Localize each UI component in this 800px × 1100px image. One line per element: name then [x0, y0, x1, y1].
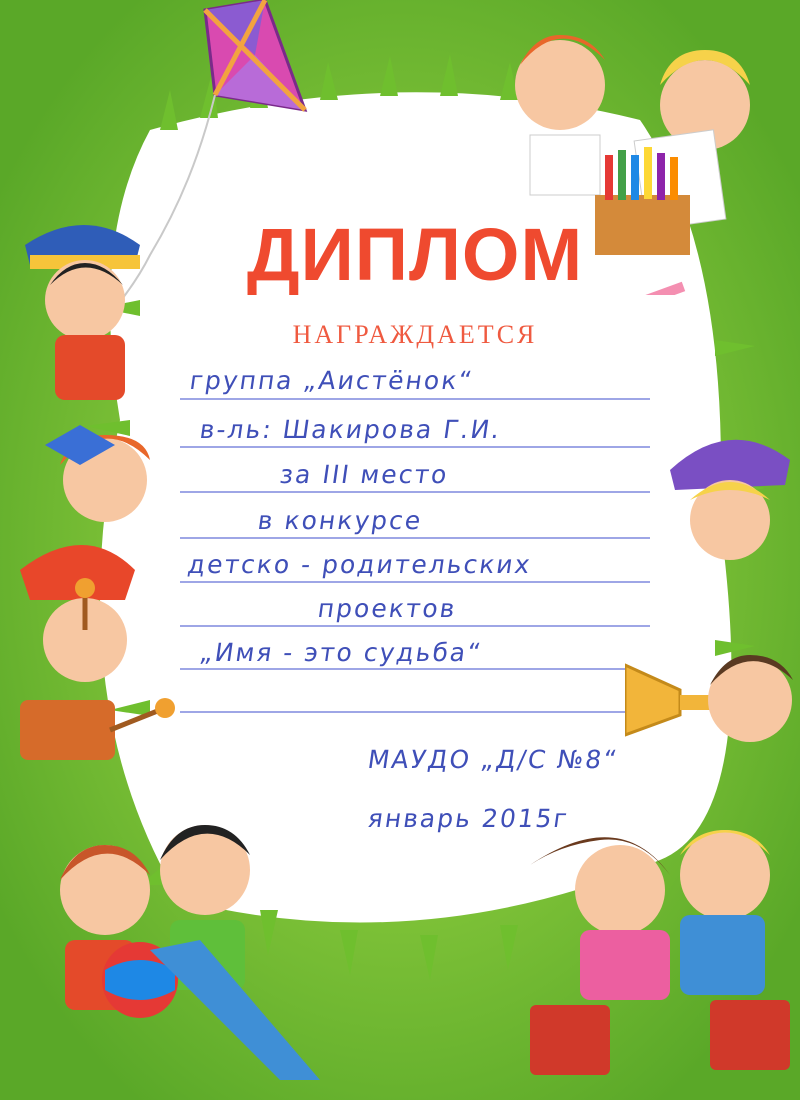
boy-with-drum-illustration	[15, 530, 175, 770]
awarded-label: НАГРАЖДАЕТСЯ	[292, 320, 538, 349]
rule-line	[180, 625, 650, 627]
rule-line	[180, 491, 650, 493]
boy-with-kite-illustration	[15, 205, 175, 405]
group-name-text: группа „Аистёнок“	[187, 366, 476, 395]
diploma-title: ДИПЛОМ	[246, 213, 584, 296]
rule-line	[180, 537, 650, 539]
rule-line	[180, 581, 650, 583]
projects-text: проектов	[315, 594, 459, 623]
rule-line	[180, 398, 650, 400]
organization-text: МАУДО „Д/С №8“	[365, 745, 621, 774]
girl-with-purple-hat-illustration	[660, 420, 800, 570]
rule-line	[180, 711, 625, 713]
boy-with-trumpet-illustration	[625, 620, 800, 780]
teacher-name-text: в-ль: Шакирова Г.И.	[197, 415, 504, 444]
date-text: январь 2015г	[365, 804, 571, 833]
place-text: за III место	[277, 460, 451, 489]
children-playing-illustration	[470, 815, 800, 1095]
rule-line	[180, 446, 650, 448]
children-on-slide-illustration	[20, 800, 340, 1090]
rule-line	[180, 668, 625, 670]
contest-text: в конкурсе	[255, 506, 425, 535]
project-name-text: „Имя - это судьба“	[197, 638, 485, 667]
projects-type-text: детско - родительских	[185, 550, 534, 579]
